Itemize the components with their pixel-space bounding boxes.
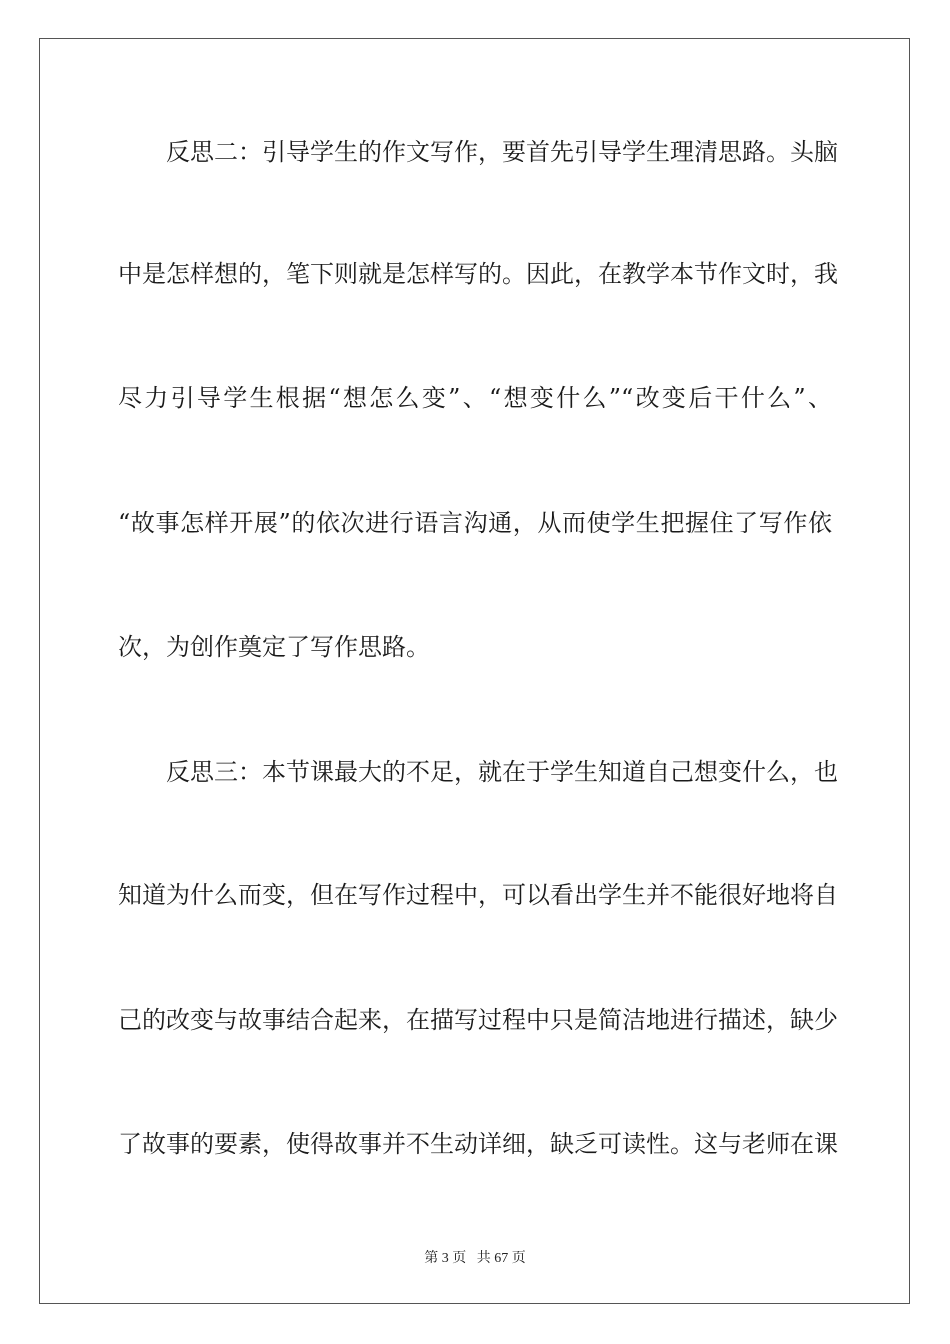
page-border [39, 38, 910, 1304]
paragraph-1-line-2: 中是怎样想的，笔下则就是怎样写的。因此，在教学本节作文时，我 [118, 260, 838, 288]
paragraph-1-line-5: 次，为创作奠定了写作思路。 [118, 633, 430, 661]
page-number: 第 3 页 [424, 1251, 467, 1266]
page-footer [0, 1247, 950, 1267]
page-total: 共 67 页 [476, 1251, 526, 1266]
paragraph-2-line-2: 知道为什么而变，但在写作过程中，可以看出学生并不能很好地将自 [118, 881, 838, 909]
paragraph-2-line-3: 己的改变与故事结合起来，在描写过程中只是简洁地进行描述，缺少 [118, 1006, 838, 1034]
paragraph-2-line-4: 了故事的要素，使得故事并不生动详细，缺乏可读性。这与老师在课 [118, 1130, 838, 1158]
paragraph-1-line-1: 反思二：引导学生的作文写作，要首先引导学生理清思路。头脑 [166, 138, 838, 166]
paragraph-1-line-3: 尽力引导学生根据“想怎么变”、“想变什么”“改变后干什么”、 [118, 384, 832, 412]
paragraph-2-line-1: 反思三：本节课最大的不足，就在于学生知道自己想变什么，也 [166, 758, 838, 786]
paragraph-1-line-4: “故事怎样开展”的依次进行语言沟通，从而使学生把握住了写作依 [118, 509, 832, 537]
